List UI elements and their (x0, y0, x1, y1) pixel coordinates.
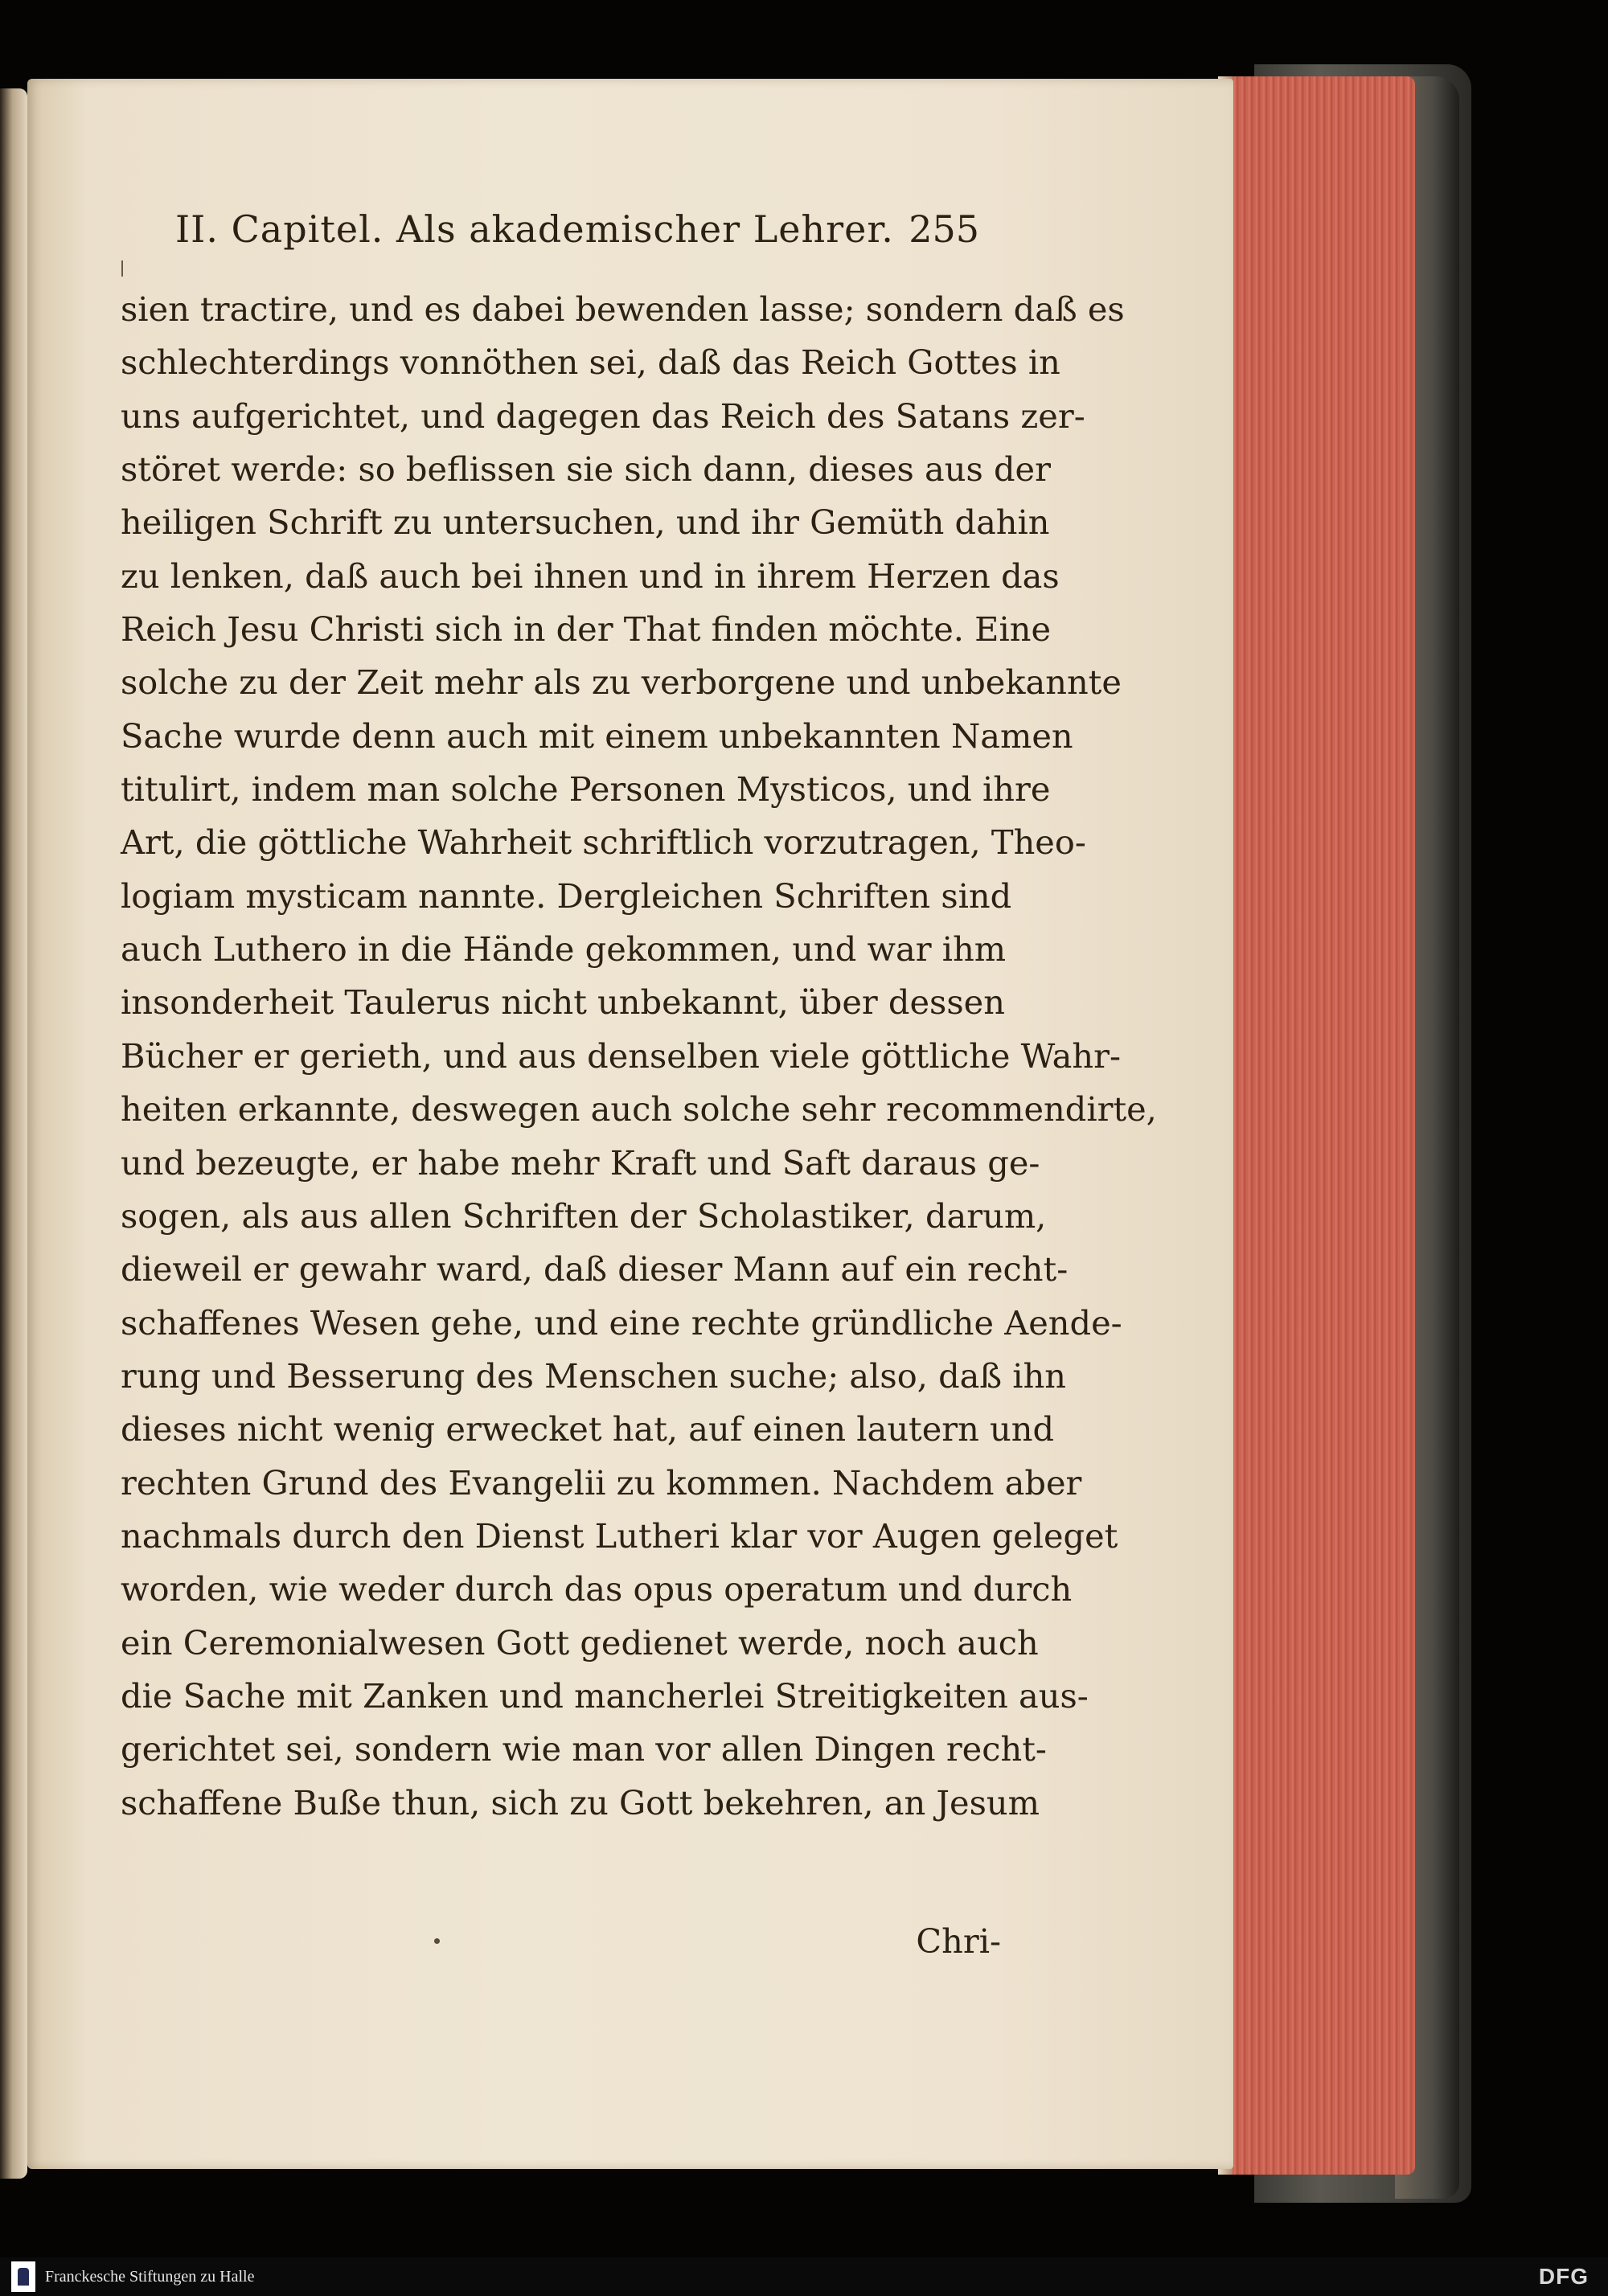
page-stack-red-edge (1218, 76, 1415, 2175)
text-line: und bezeugte, er habe mehr Kraft und Saft daraus ge- (121, 1142, 1040, 1183)
margin-mark (121, 260, 123, 277)
text-line: heiligen Schrift zu untersuchen, und ihr Gemüth dahin (121, 502, 1050, 543)
previous-page-edge (0, 88, 27, 2179)
text-line: störet werde: so beflissen sie sich dann, dieses aus der (121, 449, 1051, 490)
text-line: sien tractire, und es dabei bewenden lasse; sondern daß es (121, 289, 1125, 329)
text-line: die Sache mit Zanken und mancherlei Streitigkeiten aus- (121, 1675, 1089, 1716)
text-line: insonderheit Taulerus nicht unbekannt, über dessen (121, 982, 1005, 1023)
text-line: schlechterdings vonnöthen sei, daß das Reich Gottes in (121, 342, 1060, 383)
text-line: rung und Besserung des Menschen suche; also, daß ihn (121, 1355, 1067, 1396)
text-line: worden, wie weder durch das opus operatum und durch (121, 1569, 1073, 1609)
text-line: Art, die göttliche Wahrheit schriftlich vorzutragen, Theo- (121, 822, 1086, 863)
dfg-logo: DFG (1538, 2264, 1589, 2289)
text-line: dieweil er gewahr ward, daß dieser Mann auf ein recht- (121, 1249, 1069, 1289)
text-line: Bücher er gerieth, und aus denselben viele göttliche Wahr- (121, 1035, 1122, 1076)
text-line: uns aufgerichtet, und dagegen das Reich des Satans zer- (121, 396, 1085, 436)
institution-logo-icon (11, 2261, 35, 2292)
paper-speck (434, 1938, 440, 1944)
text-line: ein Ceremonialwesen Gott gedienet werde, noch auch (121, 1622, 1039, 1663)
book-page (27, 79, 1233, 2169)
text-line: heiten erkannte, deswegen auch solche sehr recommendirte, (121, 1089, 1157, 1130)
institution-name: Franckesche Stiftungen zu Halle (45, 2267, 255, 2286)
text-line: dieses nicht wenig erwecket hat, auf einen lautern und (121, 1409, 1055, 1449)
running-head (175, 207, 979, 272)
text-line: nachmals durch den Dienst Lutheri klar vor Augen geleget (121, 1515, 1118, 1556)
text-line: rechten Grund des Evangelii zu kommen. Nachdem aber (121, 1462, 1082, 1503)
text-line: logiam mysticam nannte. Dergleichen Schriften sind (121, 875, 1012, 916)
text-line: solche zu der Zeit mehr als zu verborgene und unbekannte (121, 662, 1122, 703)
body-text (121, 283, 1157, 1830)
footer-left (0, 2261, 254, 2292)
text-line: Reich Jesu Christi sich in der That finden möchte. Eine (121, 609, 1052, 650)
chapter-heading: II. Capitel. Als akademischer Lehrer. (175, 207, 894, 251)
text-line: sogen, als aus allen Schriften der Scholastiker, darum, (121, 1195, 1047, 1236)
text-line: Sache wurde denn auch mit einem unbekannten Namen (121, 715, 1073, 756)
page-number: 255 (909, 207, 979, 251)
text-line: auch Luthero in die Hände gekommen, und war ihm (121, 929, 1007, 970)
text-line: titulirt, indem man solche Personen Mysticos, und ihre (121, 769, 1051, 810)
text-line: schaffenes Wesen gehe, und eine rechte gründliche Aende- (121, 1302, 1122, 1343)
catchword: Chri- (916, 1921, 1001, 1961)
text-line: zu lenken, daß auch bei ihnen und in ihrem Herzen das (121, 556, 1060, 596)
text-line: schaffene Buße thun, sich zu Gott bekehren, an Jesum (121, 1782, 1040, 1822)
text-line: gerichtet sei, sondern wie man vor allen Dingen recht- (121, 1729, 1047, 1769)
viewer-footer (0, 2257, 1608, 2296)
